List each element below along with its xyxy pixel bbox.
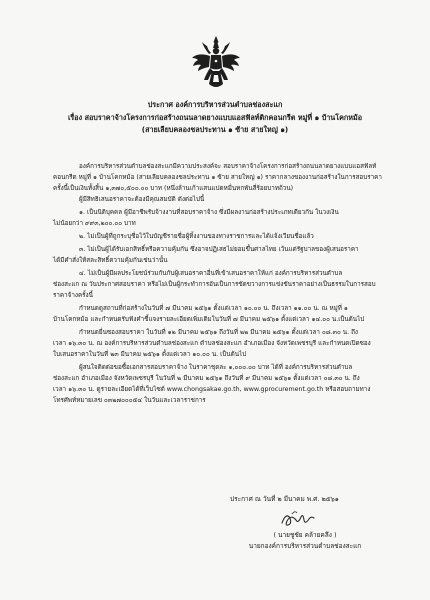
intro-line-1: องค์การบริหารส่วนตำบลช่องสะแกมีความประสงค์จะ สอบราคาจ้างโครงการก่อสร้างถนนลาดยางแบบแอสฟัลท์ — [79, 163, 377, 170]
documents-purchase-line-2: ช่องสะแก อำเภอเมือง จังหวัดเพชรบุรี ในวันที่ ๒ มีนาคม ๒๕๖๑ ถึงวันที่ ๙ มีนาคม ๒๕๖๑ ตั้งแต่เวลา ๐๘.๓๐ น. ถึง — [53, 375, 360, 382]
qualification-2: ๒. ไม่เป็นผู้ที่ถูกระบุชื่อไว้ในบัญชีรายชื่อผู้ทิ้งงานของทางราชการและได้แจ้งเวียนชื่อแล้ว — [79, 233, 314, 240]
announcement-header — [20, 99, 410, 137]
announcement-subject-route: (สายเลียบคลองชลประทาน ๑ ซ้าย สายใหญ่ ๑) — [141, 125, 289, 134]
handwritten-signature-icon — [278, 508, 318, 530]
documents-purchase-line-1: ผู้สนใจติดต่อขอซื้อเอกสารสอบราคาจ้าง ในราคาชุดละ ๑,๐๐๐.๐๐ บาท ได้ที่ องค์การบริหารส่วนตำบล — [79, 364, 353, 371]
site-visit-line-1: กำหนดดูสถานที่ก่อสร้างในวันที่ ๗ มีนาคม ๒๕๖๑ ตั้งแต่เวลา ๑๐.๐๐ น. ถึงเวลา ๑๑.๐๐ น. ณ หมู่ที่ ๑ — [79, 305, 348, 312]
qualification-1-line-1: ๑. เป็นนิติบุคคล ผู้มีอาชีพรับจ้างงานที่สอบราคาจ้าง ซึ่งมีผลงานก่อสร้างประเภทเดียวกัน ในวงเงิน — [79, 209, 339, 216]
intro-line-3: ครั้งนี้เป็นเงินทั้งสิ้น ๑,๓๗๐,๕๐๐.๐๐ บาท (หนึ่งล้านเก้าแสนแปดหมื่นหกพันสี่ร้อยบาทถ้วน) — [53, 185, 294, 192]
signer-title: นายกองค์การบริหารส่วนตำบลช่องสะแก — [248, 542, 362, 550]
qualification-3-line-2: ได้มีคำสั่งให้สละสิทธิ์ความคุ้มกันเช่นว่านั้น — [53, 257, 168, 264]
signer-block — [230, 530, 380, 552]
documents-purchase-line-3: เวลา ๑๖.๓๐ น. ดูรายละเอียดได้ที่เว็บไซต์ www.chongsakae.go.th, www.gprocurement.go.th หรือสอบถามทาง — [53, 386, 371, 393]
announcement-subject: เรื่อง สอบราคาจ้างโครงการก่อสร้างถนนลาดยางแบบแอสฟัลท์ติกคอนกรีต หมู่ที่ ๑ บ้านโคกหม้อ — [67, 112, 363, 122]
announcement-body — [53, 161, 398, 406]
documents-purchase-line-4: โทรศัพท์หมายเลข ๐๓๒๗๐๐๐๕๔ ในวันและเวลาราชการ — [53, 397, 206, 404]
intro-line-2: คอนกรีต หมู่ที่ ๑ บ้านโคกหม้อ (สายเลียบคลองชลประทาน ๑ ซ้าย สายใหญ่ ๑) ราคากลางของงานก่อสร้างในการสอบราคา — [53, 174, 382, 181]
qualification-3-line-1: ๓. ไม่เป็นผู้ได้รับเอกสิทธิ์หรือความคุ้มกัน ซึ่งอาจปฏิเสธไม่ยอมขึ้นศาลไทย เว้นแต่รัฐบาลของผู้เสนอราคา — [79, 246, 359, 253]
qualification-1-line-2: ไม่น้อยกว่า ๙๙๓,๒๐๐.๐๐ บาท — [53, 220, 136, 227]
announcement-date: ประกาศ ณ วันที่ ๒ มีนาคม พ.ศ. ๒๕๖๑ — [230, 495, 339, 503]
qualification-4-line-1: ๔. ไม่เป็นผู้มีผลประโยชน์ร่วมกันกับผู้เสนอราคาอื่นที่เข้าเสนอราคาให้แก่ องค์การบริหารส่วนตำบล — [79, 270, 343, 277]
qualification-4-line-3: ราคาจ้างครั้งนี้ — [53, 292, 93, 299]
bid-submission-line-1: กำหนดยื่นซองสอบราคา ในวันที่ ๑๒ มีนาคม ๒๕๖๑ ถึงวันที่ ๒๒ มีนาคม ๒๕๖๑ ตั้งแต่เวลา ๐๘.๓๐ น. ถึง — [79, 329, 358, 336]
site-visit-line-2: บ้านโคกหม้อ และกำหนดรับฟังคำชี้แจงรายละเอียดเพิ่มเติมในวันที่ ๗ มีนาคม ๒๕๖๑ ตั้งแต่เวลา ๑๔.๐๐ น.เป็นต้นไป — [53, 316, 365, 323]
qualification-4-line-2: ช่องสะแก ณ วันประกาศสอบราคา หรือไม่เป็นผู้กระทำการอันเป็นการขัดขวางการแข่งขันราคาอย่างเป็นธรรมในการสอบ — [53, 281, 376, 288]
qualification-heading: ผู้มีสิทธิเสนอราคาจะต้องมีคุณสมบัติ ดังต่อไปนี้ — [79, 196, 205, 203]
bid-submission-line-2: เวลา ๑๖.๓๐ น. ณ องค์การบริหารส่วนตำบลช่องสะแก ตำบลช่องสะแก อำเภอเมือง จังหวัดเพชรบุรี และกำหนดเปิดซอง — [53, 340, 371, 347]
signer-name: ( นายชูชัย คล้ายคลึง ) — [273, 531, 337, 539]
bid-submission-line-3: ใบเสนอราคาในวันที่ ๒๓ มีนาคม ๒๕๖๑ ตั้งแต่เวลา ๑๐.๐๐ น. เป็นต้นไป — [53, 351, 247, 358]
announcement-issuer: ประกาศ องค์การบริหารส่วนตำบลช่องสะแก — [147, 100, 283, 109]
garuda-emblem-icon — [190, 34, 242, 92]
